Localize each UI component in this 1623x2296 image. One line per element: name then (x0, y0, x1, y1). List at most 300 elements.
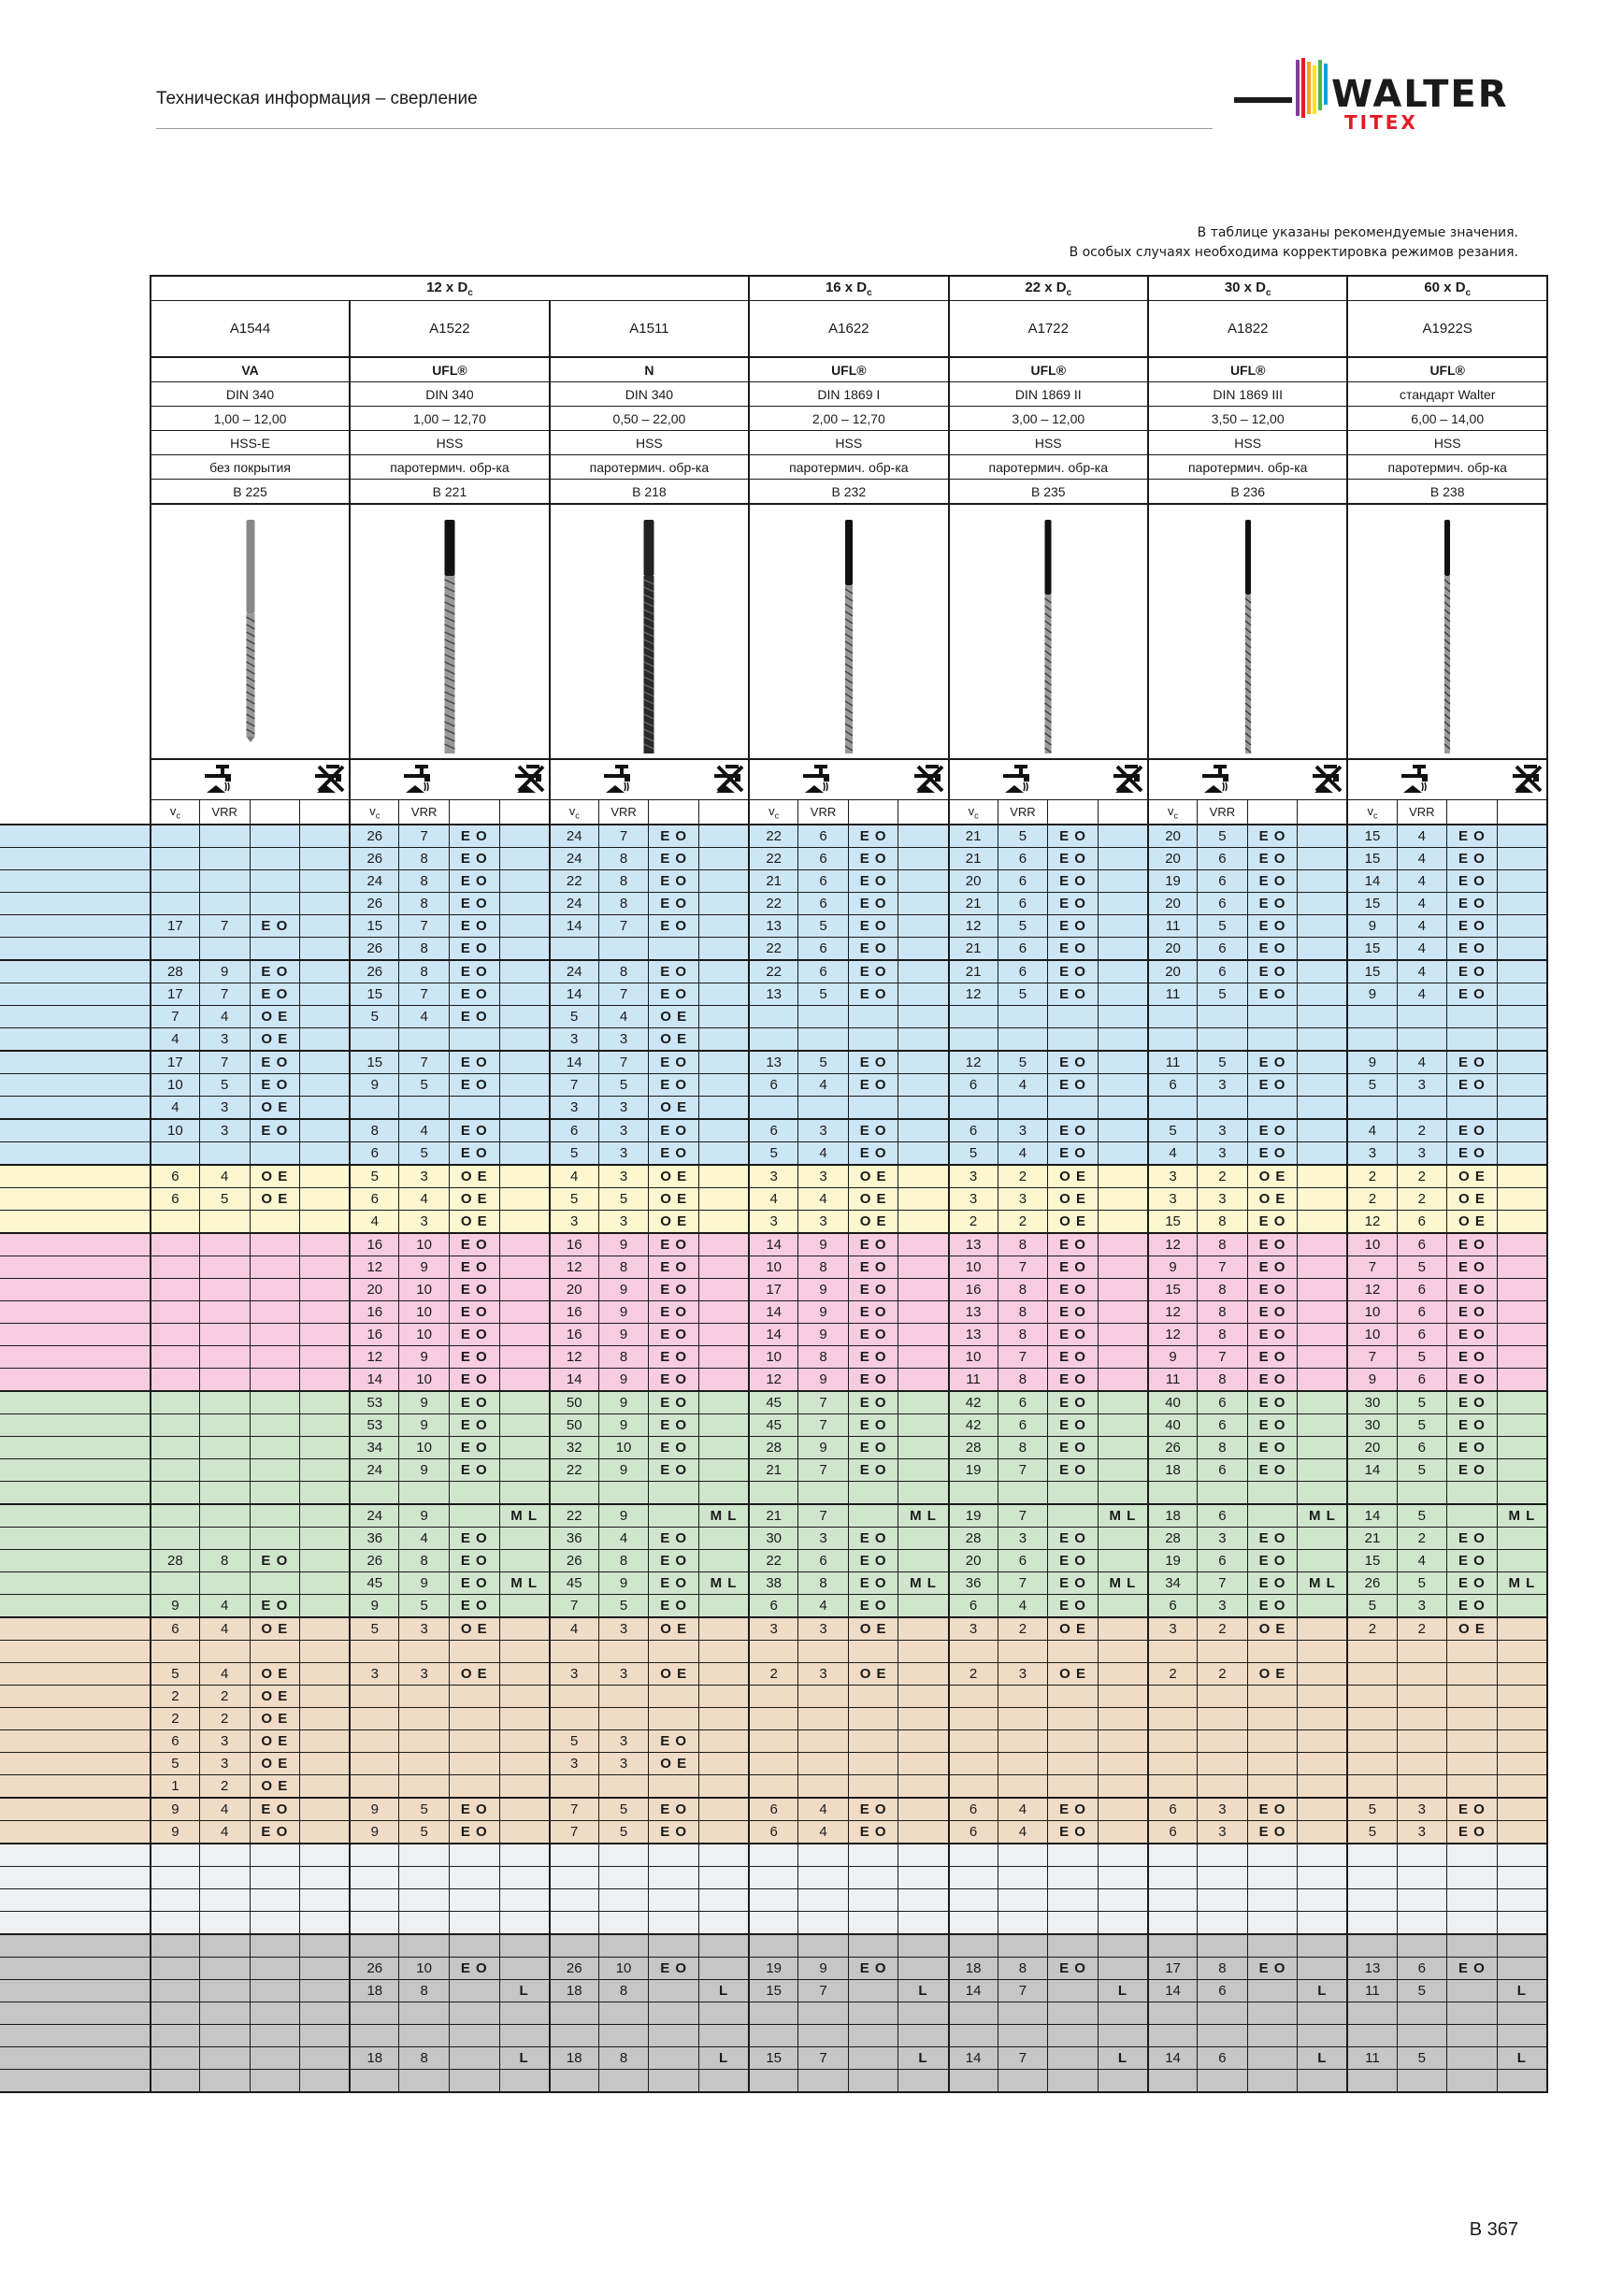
dry-header (1497, 800, 1547, 825)
tool-range: 2,00 – 12,70 (749, 407, 948, 431)
coolant-value (449, 1980, 499, 2002)
group-label: 30 x D (1224, 279, 1267, 295)
coolant-value: E O (649, 1572, 699, 1595)
vrr-value: 8 (598, 848, 649, 870)
vc-value (151, 1142, 200, 1166)
coolant-value (1247, 1889, 1298, 1912)
dry-value (1098, 870, 1148, 893)
vc-value (749, 1730, 798, 1753)
vc-value: 21 (949, 938, 998, 961)
vc-value (151, 1934, 200, 1958)
vc-header (550, 800, 599, 825)
vrr-value: 6 (1397, 1324, 1447, 1346)
vrr-value: 4 (798, 1074, 849, 1097)
vc-value: 10 (949, 1346, 998, 1369)
coolant-header (250, 800, 300, 825)
vc-value: 13 (949, 1301, 998, 1324)
dry-value (898, 893, 949, 915)
vrr-value (798, 1934, 849, 1958)
coolant-value: E O (1247, 960, 1298, 983)
table-row (0, 1188, 1547, 1211)
coolant-value: E O (1048, 1119, 1099, 1142)
vrr-value: 9 (399, 1459, 450, 1482)
coolant-value (250, 1301, 300, 1324)
dry-value (1298, 1051, 1348, 1074)
vrr-value: 8 (598, 893, 649, 915)
table-row (0, 1663, 1547, 1686)
vc-value (151, 1233, 200, 1256)
dry-value (698, 1391, 749, 1414)
vrr-value: 5 (798, 983, 849, 1006)
vrr-value (798, 1097, 849, 1120)
table-row (0, 1617, 1547, 1641)
dry-machining-icon (711, 763, 748, 795)
vrr-value: 5 (998, 825, 1048, 848)
vrr-value (998, 1708, 1048, 1730)
dry-header (1098, 800, 1148, 825)
drill-icon (232, 510, 269, 753)
coolant-value (1247, 1504, 1298, 1528)
vrr-value: 6 (1198, 938, 1248, 961)
vc-value: 13 (949, 1324, 998, 1346)
coolant-value (250, 1142, 300, 1166)
coolant-value: E O (1048, 1369, 1099, 1392)
vc-value: 4 (550, 1617, 599, 1641)
dry-value (698, 1097, 749, 1120)
vc-value (550, 1708, 599, 1730)
dry-value (300, 1119, 351, 1142)
vrr-value: 5 (598, 1074, 649, 1097)
vrr-value (798, 1730, 849, 1753)
vrr-value (199, 1934, 250, 1958)
vc-value: 24 (350, 1459, 399, 1482)
dry-value: L (1098, 1980, 1148, 2002)
coolant-value: E O (649, 1324, 699, 1346)
vc-value: 24 (550, 825, 599, 848)
vrr-value (1198, 1775, 1248, 1799)
coolant-value: E O (649, 1279, 699, 1301)
dry-value (1298, 1459, 1348, 1482)
coolant-value: E O (848, 1279, 898, 1301)
coolant-value (1048, 1641, 1099, 1663)
vrr-value: 3 (1198, 1595, 1248, 1618)
table-row (0, 1912, 1547, 1935)
vrr-value: 8 (399, 1550, 450, 1572)
coolant-value (1247, 1980, 1298, 2002)
dry-value (499, 915, 550, 938)
vrr-value (998, 2070, 1048, 2093)
dry-value: L (1497, 2047, 1547, 2070)
vrr-header: VRR (598, 800, 649, 825)
coolant-value (250, 1437, 300, 1459)
vrr-value: 10 (399, 1369, 450, 1392)
vc-value (949, 1867, 998, 1889)
vc-header (749, 800, 798, 825)
dry-value: M L (1098, 1572, 1148, 1595)
vrr-value: 7 (998, 2047, 1048, 2070)
dry-value (1497, 1051, 1547, 1074)
vc-value: 12 (749, 1369, 798, 1392)
vc-value (151, 1437, 200, 1459)
dry-value (300, 1686, 351, 1708)
coolant-value (449, 1730, 499, 1753)
vc-value: 5 (949, 1142, 998, 1166)
vc-value (749, 1686, 798, 1708)
vc-value: 3 (1347, 1142, 1397, 1166)
vc-value: 11 (1148, 1369, 1198, 1392)
coolant-value (1048, 1753, 1099, 1775)
vc-value (949, 1708, 998, 1730)
dry-value (1497, 1233, 1547, 1256)
coolant-value: E O (1247, 1798, 1298, 1821)
vc-value: 14 (1347, 1459, 1397, 1482)
coolant-value: E O (1048, 825, 1099, 848)
vc-value: 5 (350, 1006, 399, 1028)
coolant-value: O E (250, 1006, 300, 1028)
dry-value (898, 825, 949, 848)
coolant-value (449, 1867, 499, 1889)
dry-value (300, 1414, 351, 1437)
dry-value (1298, 870, 1348, 893)
dry-value (499, 1119, 550, 1142)
table-row (0, 1482, 1547, 1505)
vc-value: 16 (350, 1324, 399, 1346)
vrr-value (1397, 1730, 1447, 1753)
coolant-value: E O (848, 825, 898, 848)
coolant-value: O E (649, 1028, 699, 1052)
dry-machining-icon (911, 763, 948, 795)
vrr-value (199, 1211, 250, 1234)
vrr-value (598, 2070, 649, 2093)
vc-value: 4 (151, 1097, 200, 1120)
vrr-value: 3 (998, 1528, 1048, 1550)
vrr-value: 8 (1198, 1211, 1248, 1234)
vrr-value (798, 2070, 849, 2093)
vc-value: 17 (151, 1051, 200, 1074)
vc-value: 15 (749, 2047, 798, 2070)
coolant-value: E O (649, 1346, 699, 1369)
vc-value: 2 (949, 1663, 998, 1686)
tool-mat: HSS (1347, 431, 1547, 455)
dry-value (1497, 1867, 1547, 1889)
vc-value (151, 1346, 200, 1369)
dry-value (898, 1934, 949, 1958)
coolant-value (250, 2047, 300, 2070)
vc-value: 22 (550, 1459, 599, 1482)
coolant-value (250, 2070, 300, 2093)
vrr-value: 6 (998, 1550, 1048, 1572)
vc-value (151, 2025, 200, 2047)
coolant-value: E O (250, 1595, 300, 1618)
vc-value: 7 (151, 1006, 200, 1028)
dry-value (698, 2002, 749, 2025)
table-row (0, 1730, 1547, 1753)
vrr-value: 7 (399, 983, 450, 1006)
vc-value: 12 (350, 1256, 399, 1279)
vc-value: 11 (1347, 1980, 1397, 2002)
vrr-value: 5 (399, 1595, 450, 1618)
vrr-value (199, 1233, 250, 1256)
vc-value (1347, 1775, 1397, 1799)
drill-icon (431, 510, 468, 753)
vc-value (949, 1686, 998, 1708)
coolant-value: E O (848, 1142, 898, 1166)
coolant-value: E O (848, 1391, 898, 1414)
coolant-value: E O (1247, 1437, 1298, 1459)
vrr-value (1397, 1028, 1447, 1052)
vc-value: 9 (1347, 915, 1397, 938)
vc-value: 21 (749, 1504, 798, 1528)
dry-value (1497, 1211, 1547, 1234)
vc-value (749, 1006, 798, 1028)
coolant-value (1447, 1708, 1498, 1730)
dry-value (499, 1663, 550, 1686)
vrr-value: 3 (598, 1211, 649, 1234)
dry-value (698, 1821, 749, 1844)
group-header (749, 276, 948, 301)
vrr-value: 9 (399, 1391, 450, 1414)
dry-value (698, 848, 749, 870)
vc-value: 22 (749, 960, 798, 983)
vrr-value: 6 (1198, 1414, 1248, 1437)
dry-value (1298, 848, 1348, 870)
vc-value: 24 (350, 870, 399, 893)
vrr-value (598, 1934, 649, 1958)
vc-value (151, 1958, 200, 1980)
vrr-value (1198, 1844, 1248, 1867)
coolant-value: E O (1447, 1391, 1498, 1414)
dry-value (1298, 983, 1348, 1006)
vc-value: 5 (1347, 1821, 1397, 1844)
tool-type: N (550, 357, 749, 382)
dry-value (898, 1663, 949, 1686)
coolant-value (649, 1934, 699, 1958)
dry-value (1497, 1346, 1547, 1369)
vc-value (1347, 2070, 1397, 2093)
coolant-value: E O (449, 848, 499, 870)
dry-value (1497, 1414, 1547, 1437)
vc-value (151, 1301, 200, 1324)
coolant-value: O E (848, 1663, 898, 1686)
coolant-value: E O (1447, 1572, 1498, 1595)
coolant-value: E O (649, 1119, 699, 1142)
coolant-value (848, 1641, 898, 1663)
table-row (0, 1686, 1547, 1708)
coolant-value: E O (1048, 1798, 1099, 1821)
coolant-value: E O (449, 1006, 499, 1028)
vrr-value: 2 (199, 1775, 250, 1799)
dry-value (1497, 1663, 1547, 1686)
vc-label: v (1367, 803, 1373, 818)
vrr-value (798, 1006, 849, 1028)
vrr-value: 4 (998, 1142, 1048, 1166)
vrr-value: 8 (1198, 1369, 1248, 1392)
dry-value (698, 2070, 749, 2093)
dry-value (1098, 1934, 1148, 1958)
table-row (0, 1414, 1547, 1437)
vrr-value (598, 1686, 649, 1708)
coolant-value: E O (848, 1595, 898, 1618)
coolant-value: E O (1048, 938, 1099, 961)
vrr-value: 4 (998, 1798, 1048, 1821)
dry-value (1298, 1256, 1348, 1279)
vc-value: 3 (550, 1097, 599, 1120)
tool-coat: паротермич. обр-ка (550, 455, 749, 480)
dry-value (1098, 1821, 1148, 1844)
coolant-value (1247, 2002, 1298, 2025)
coolant-value (1048, 1504, 1099, 1528)
dry-value (499, 1641, 550, 1663)
vc-value: 16 (550, 1301, 599, 1324)
vrr-value: 7 (399, 915, 450, 938)
dry-value (300, 1730, 351, 1753)
dry-value (898, 1482, 949, 1505)
dry-value (1298, 1369, 1348, 1392)
dry-value (898, 1142, 949, 1166)
coolant-value (1247, 1934, 1298, 1958)
coolant-value: E O (1048, 960, 1099, 983)
coolant-value: E O (649, 893, 699, 915)
vc-value (749, 1708, 798, 1730)
vc-value (1347, 1753, 1397, 1775)
vrr-value: 4 (1397, 915, 1447, 938)
vc-value: 4 (151, 1028, 200, 1052)
dry-value (300, 1074, 351, 1097)
coolant-value: E O (848, 1369, 898, 1392)
drill-image (550, 504, 749, 759)
drill-icon (630, 510, 668, 753)
vrr-value: 8 (598, 1980, 649, 2002)
coolant-value: E O (1048, 1550, 1099, 1572)
vrr-value (598, 1775, 649, 1799)
vc-value: 26 (1148, 1437, 1198, 1459)
coolant-value (848, 1504, 898, 1528)
coolant-value: E O (1048, 1572, 1099, 1595)
dry-value (499, 1889, 550, 1912)
coolant-value (1048, 1889, 1099, 1912)
dry-machining-icon (1110, 763, 1147, 795)
vrr-value (1397, 2025, 1447, 2047)
dry-value (499, 1233, 550, 1256)
coolant-value: E O (848, 915, 898, 938)
vrr-value (199, 1504, 250, 1528)
coolant-value: E O (1247, 1233, 1298, 1256)
coolant-value: O E (848, 1211, 898, 1234)
drill-image (350, 504, 549, 759)
vrr-value: 2 (1198, 1663, 1248, 1686)
coolant-value: O E (449, 1211, 499, 1234)
vrr-value: 3 (399, 1617, 450, 1641)
vrr-value (1397, 1097, 1447, 1120)
coolant-value: E O (649, 915, 699, 938)
vc-value (1148, 1686, 1198, 1708)
vc-value: 12 (1148, 1301, 1198, 1324)
vc-value: 19 (949, 1459, 998, 1482)
vc-value: 34 (1148, 1572, 1198, 1595)
dry-value: M L (898, 1504, 949, 1528)
vrr-value: 2 (1397, 1528, 1447, 1550)
coolant-value: E O (449, 1324, 499, 1346)
vrr-header: VRR (798, 800, 849, 825)
vrr-value (998, 1686, 1048, 1708)
dry-value (1298, 1301, 1348, 1324)
dry-value (1098, 825, 1148, 848)
coolant-value: E O (1247, 983, 1298, 1006)
coolant-value: E O (1247, 1119, 1298, 1142)
dry-value (898, 1279, 949, 1301)
tool-type: UFL® (749, 357, 948, 382)
coolant-value: E O (449, 1301, 499, 1324)
vrr-value (199, 1324, 250, 1346)
tool-page: B 225 (151, 480, 350, 505)
vrr-value: 2 (1397, 1165, 1447, 1188)
vc-value: 12 (550, 1346, 599, 1369)
dry-value (499, 1867, 550, 1889)
page-number: B 367 (1469, 2219, 1518, 2240)
table-row (0, 1097, 1547, 1120)
vrr-value (798, 1775, 849, 1799)
coolant-value (250, 1504, 300, 1528)
vc-value (749, 1097, 798, 1120)
vc-value (151, 938, 200, 961)
dry-value (499, 1753, 550, 1775)
dry-value (499, 2002, 550, 2025)
vrr-value (1198, 1028, 1248, 1052)
vc-value (949, 2002, 998, 2025)
dry-value (698, 1459, 749, 1482)
coolant-value: O E (649, 1006, 699, 1028)
vrr-value: 3 (798, 1165, 849, 1188)
dry-value (698, 1211, 749, 1234)
coolant-value: E O (848, 1051, 898, 1074)
dry-machining-icon (311, 763, 349, 795)
coolant-value: E O (1048, 1324, 1099, 1346)
vc-value: 19 (1148, 870, 1198, 893)
coolant-value (1447, 1641, 1498, 1663)
table-row (0, 1958, 1547, 1980)
coolant-value: E O (449, 1391, 499, 1414)
vc-value: 11 (1148, 983, 1198, 1006)
dry-value (1098, 1119, 1148, 1142)
dry-value: M L (1497, 1572, 1547, 1595)
vc-value: 12 (949, 983, 998, 1006)
tool-mat: HSS (1148, 431, 1347, 455)
vrr-value (798, 1912, 849, 1935)
vrr-value: 4 (798, 1798, 849, 1821)
dry-value (1098, 1958, 1148, 1980)
group-header (151, 276, 749, 301)
dry-value (1298, 1550, 1348, 1572)
vrr-value: 8 (1198, 1233, 1248, 1256)
vrr-value: 3 (1397, 1821, 1447, 1844)
coolant-value: O E (250, 1188, 300, 1211)
coolant-value: E O (649, 1233, 699, 1256)
vrr-value: 6 (1198, 1504, 1248, 1528)
dry-value (1497, 870, 1547, 893)
dry-value (300, 1142, 351, 1166)
tool-code: A1544 (151, 301, 350, 358)
coolant-value (449, 1708, 499, 1730)
dry-value (300, 2025, 351, 2047)
table-row (0, 1641, 1547, 1663)
dry-value (300, 1912, 351, 1935)
vc-value (350, 1753, 399, 1775)
coolant-value: E O (1247, 1074, 1298, 1097)
coolant-value (848, 1775, 898, 1799)
dry-value (499, 1414, 550, 1437)
vc-value: 6 (949, 1119, 998, 1142)
dry-value (898, 1324, 949, 1346)
